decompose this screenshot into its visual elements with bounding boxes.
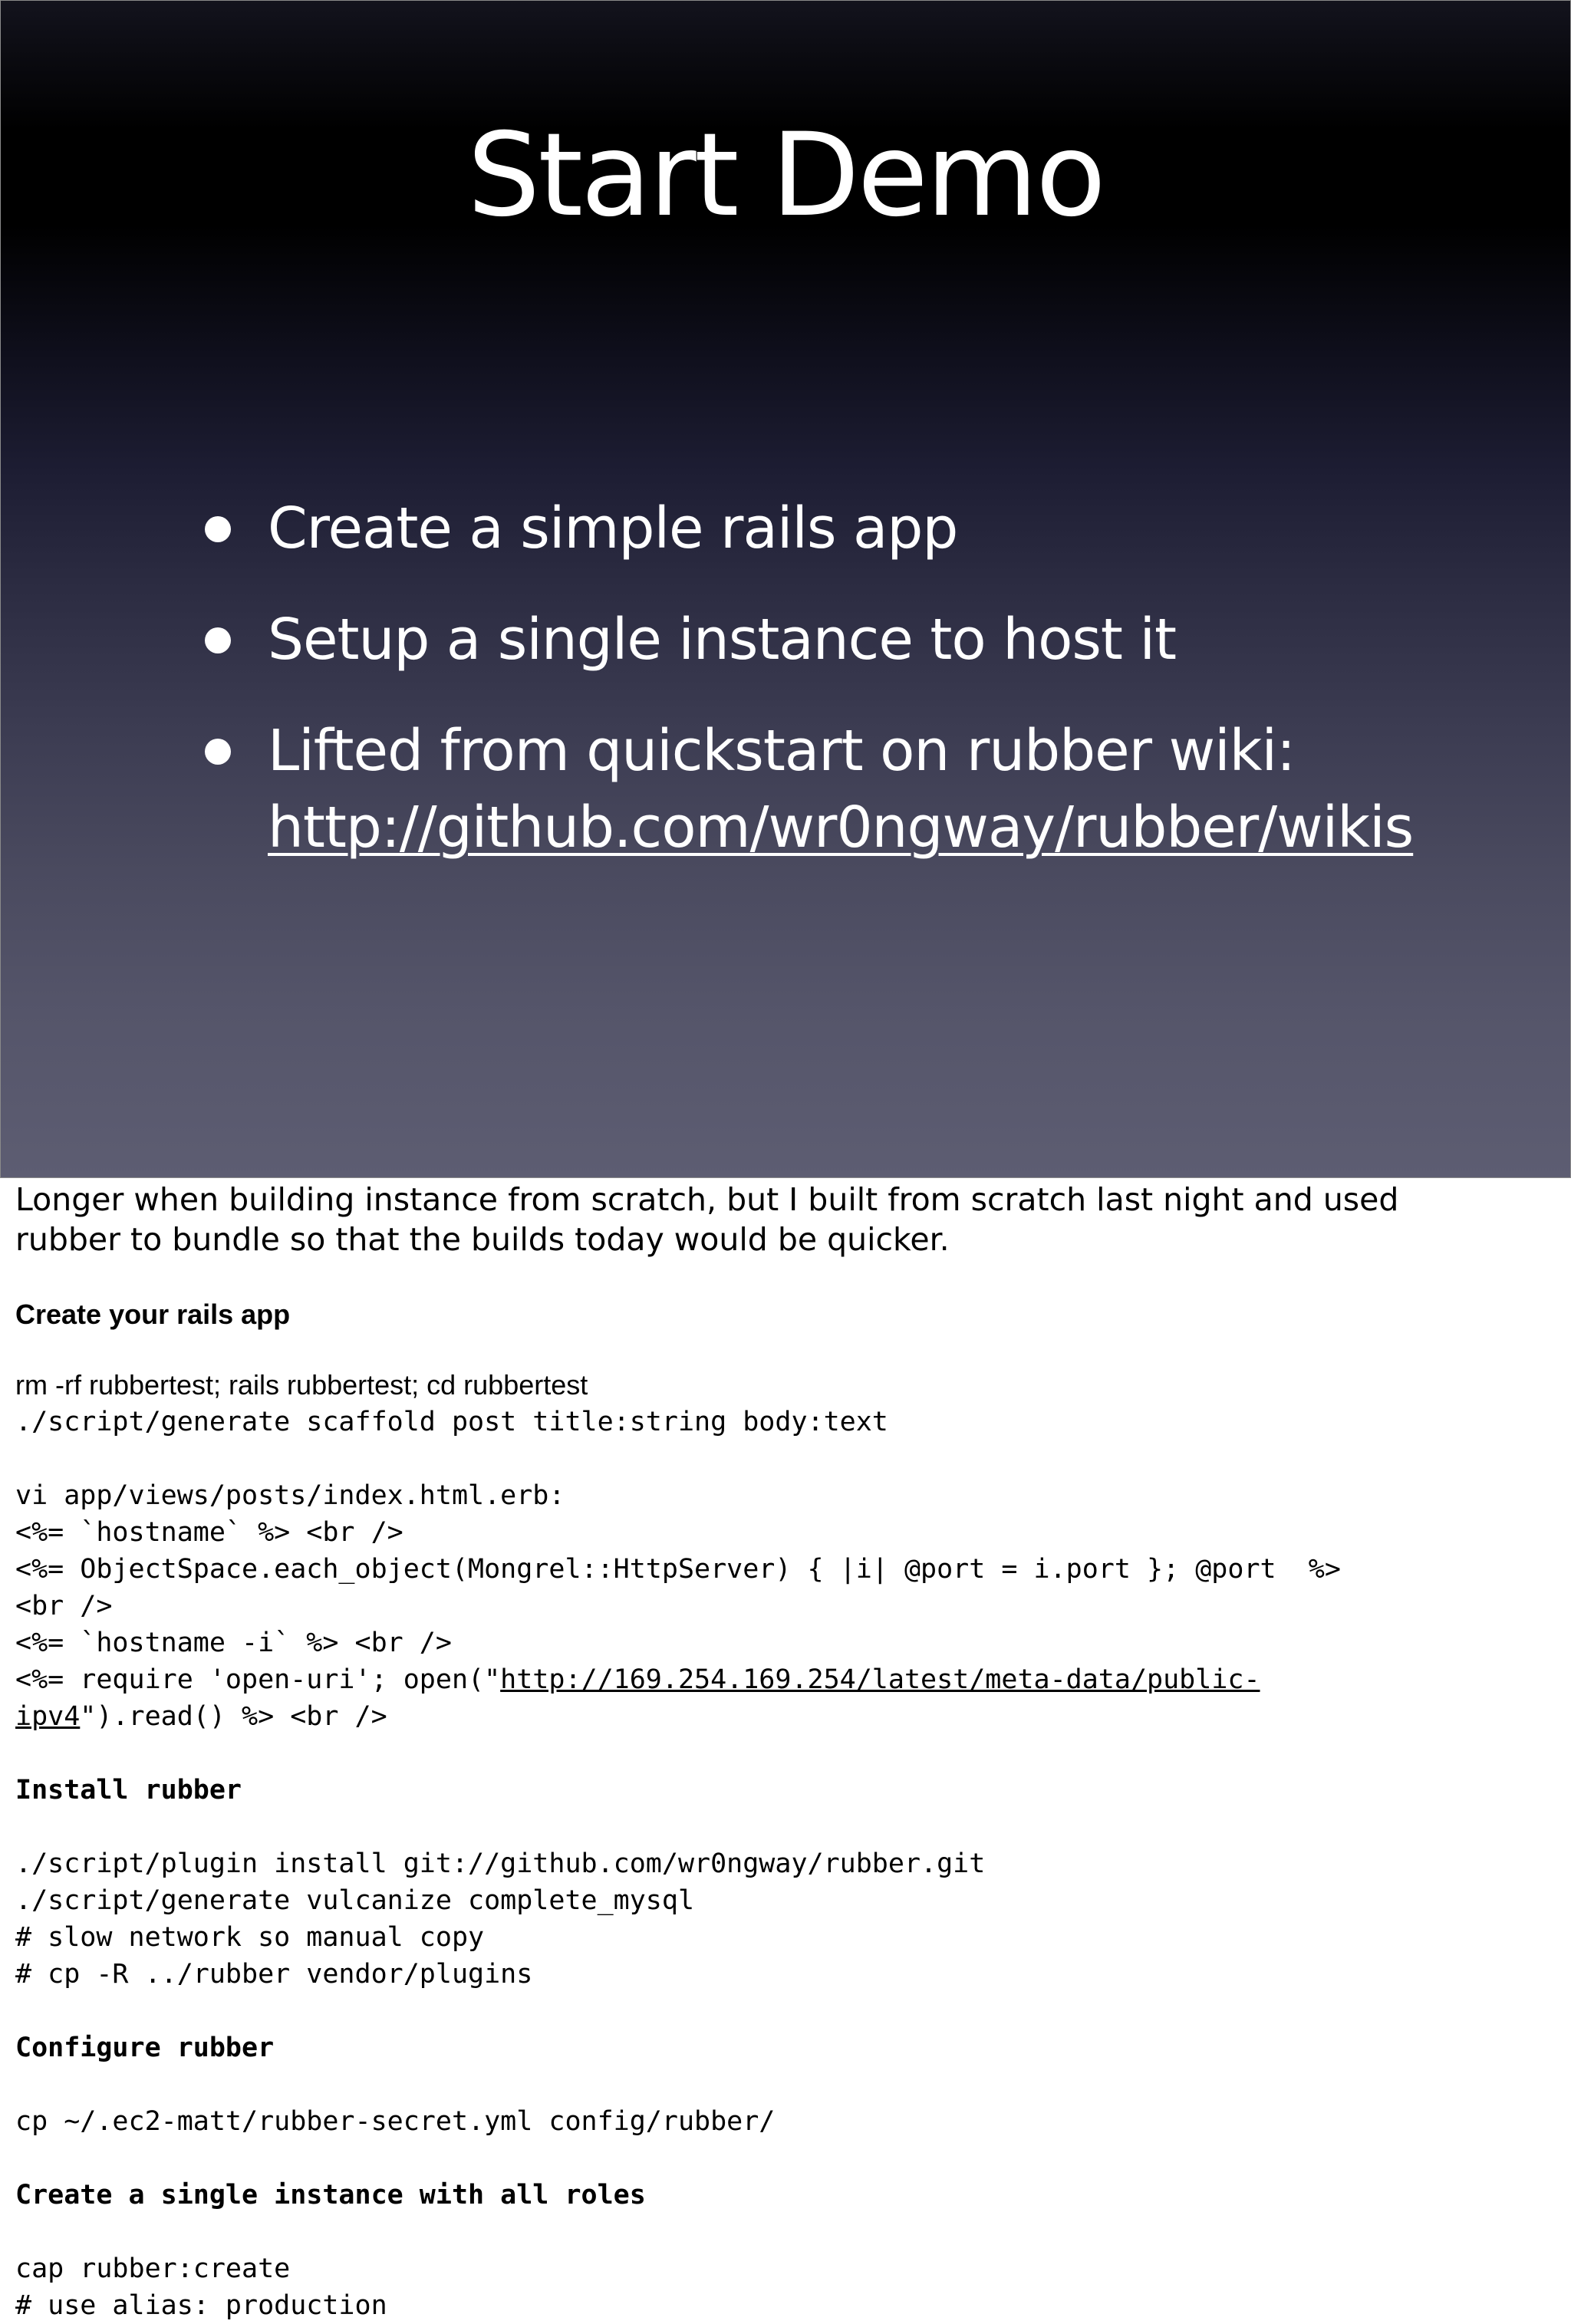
speaker-notes bbox=[15, 1180, 1557, 2324]
single-instance-line: cap rubber:create bbox=[15, 2253, 291, 2284]
rubber-wiki-link[interactable]: http://github.com/wr0ngway/rubber/wikis bbox=[268, 795, 1414, 861]
notes-intro-line: rubber to bundle so that the builds today would be quicker. bbox=[15, 1221, 950, 1258]
slide-bullet-list bbox=[200, 490, 1535, 900]
install-line: # slow network so manual copy bbox=[15, 1922, 485, 1953]
install-line: # cp -R ../rubber vendor/plugins bbox=[15, 1959, 533, 1990]
bullet-dot-icon bbox=[205, 739, 231, 765]
bullet-text: Setup a single instance to host it bbox=[268, 607, 1177, 673]
erb-require-suffix: ").read() %> <br /> bbox=[80, 1701, 387, 1732]
bullet-dot-icon bbox=[205, 516, 231, 542]
erb-hostname-i-line: <%= `hostname -i` %> <br /> bbox=[15, 1628, 452, 1658]
single-instance-line: # use alias: production bbox=[15, 2290, 387, 2321]
create-app-command: rm -rf rubbertest; rails rubbertest; cd rubbertest bbox=[15, 1369, 588, 1401]
metadata-url-link[interactable]: http://169.254.169.254/latest/meta-data/public- bbox=[500, 1664, 1260, 1695]
bullet-dot-icon bbox=[205, 627, 231, 653]
bullet-item bbox=[200, 490, 1535, 567]
scaffold-command: ./script/generate scaffold post title:string body:text bbox=[15, 1407, 888, 1437]
install-rubber-heading: Install rubber bbox=[15, 1775, 242, 1806]
bullet-text: Create a simple rails app bbox=[268, 495, 958, 561]
erb-require-prefix: <%= require 'open-uri'; open(" bbox=[15, 1664, 501, 1695]
vi-command: vi app/views/posts/index.html.erb: bbox=[15, 1480, 565, 1511]
create-app-heading: Create your rails app bbox=[15, 1299, 291, 1330]
configure-command: cp ~/.ec2-matt/rubber-secret.yml config/rubber/ bbox=[15, 2106, 776, 2137]
bullet-text: Lifted from quickstart on rubber wiki: bbox=[268, 718, 1296, 784]
erb-require-line bbox=[15, 1661, 1557, 1698]
erb-objectspace-line: <%= ObjectSpace.each_object(Mongrel::HttpServer) { |i| @port = i.port }; @port %> bbox=[15, 1554, 1341, 1585]
slide-title: Start Demo bbox=[467, 109, 1104, 242]
configure-rubber-heading: Configure rubber bbox=[15, 2033, 275, 2063]
install-line: ./script/plugin install git://github.com/wr0ngway/rubber.git bbox=[15, 1848, 986, 1879]
bullet-item bbox=[200, 601, 1535, 678]
install-line: ./script/generate vulcanize complete_mysql bbox=[15, 1885, 695, 1916]
notes-intro-line: Longer when building instance from scratch, but I built from scratch last night and used bbox=[15, 1181, 1399, 1218]
single-instance-heading: Create a single instance with all roles bbox=[15, 2180, 646, 2210]
erb-hostname-line: <%= `hostname` %> <br /> bbox=[15, 1517, 403, 1548]
erb-br-line: <br /> bbox=[15, 1591, 113, 1621]
erb-require-line-cont bbox=[15, 1698, 1557, 1735]
bullet-item bbox=[200, 713, 1535, 866]
metadata-url-link-cont[interactable]: ipv4 bbox=[15, 1701, 81, 1732]
